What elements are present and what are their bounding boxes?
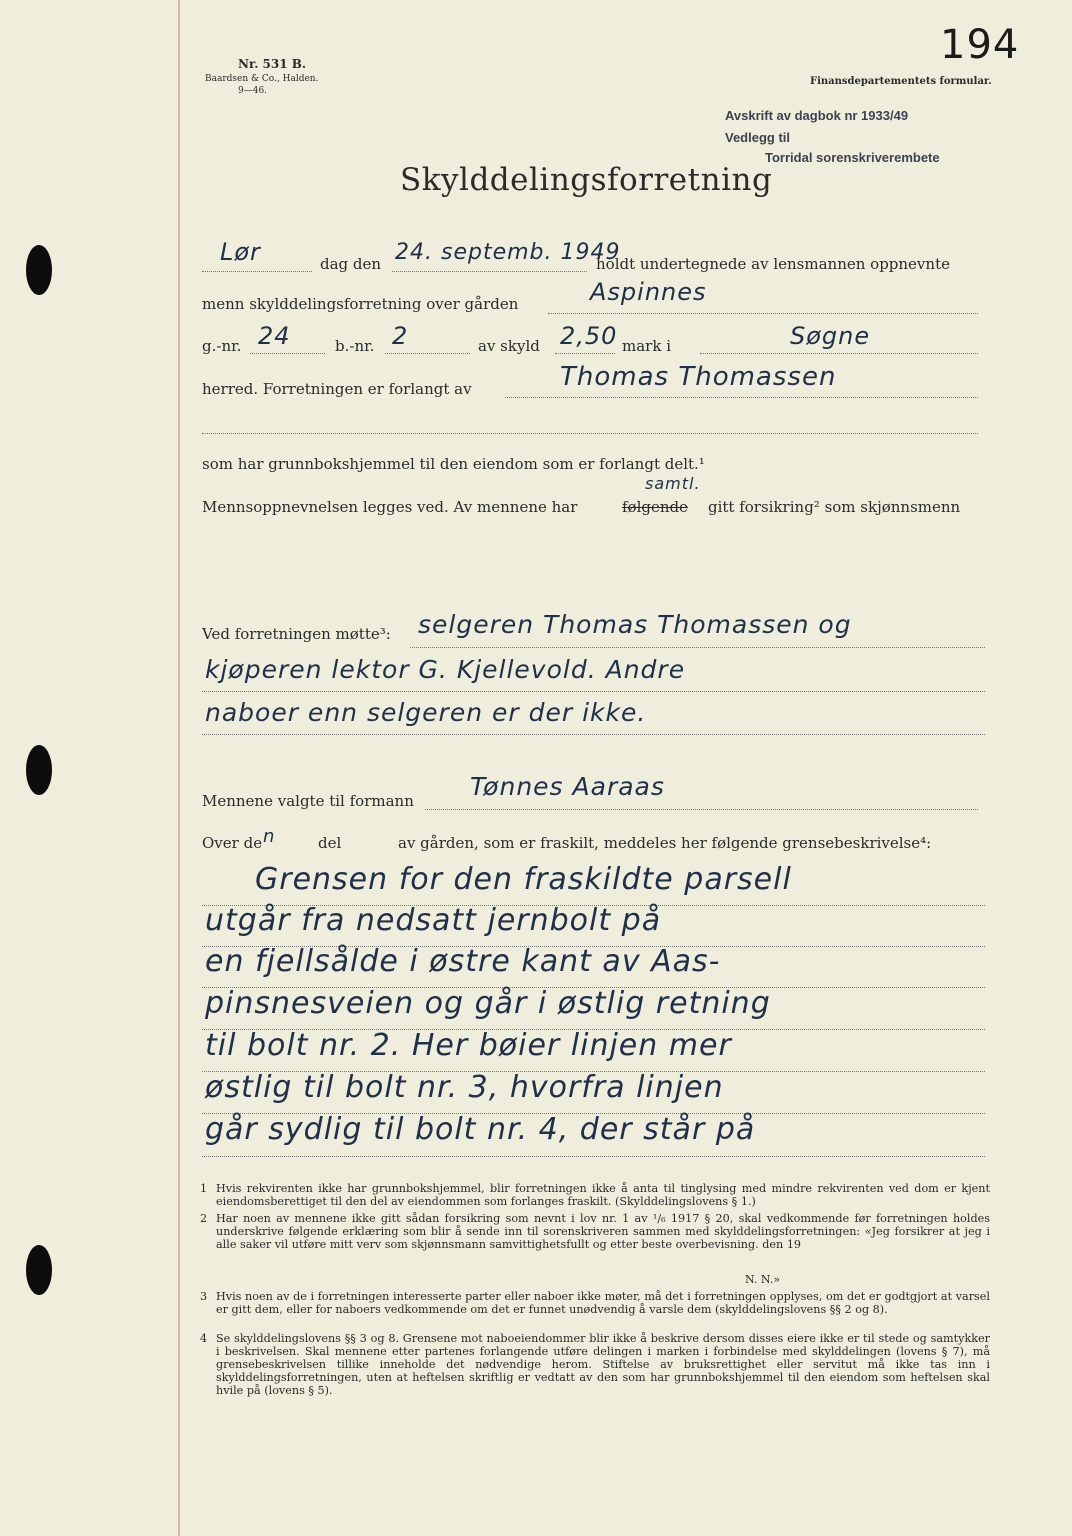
- gnr-label: g.-nr.: [202, 337, 242, 355]
- chairman-handwritten: Tønnes Aaraas: [470, 772, 665, 801]
- footnote: [200, 1212, 990, 1251]
- punch-hole: [26, 245, 52, 295]
- date-handwritten: 24. septemb. 1949: [395, 240, 621, 265]
- fill-line: [700, 352, 978, 354]
- footnote-number: 3: [200, 1290, 208, 1303]
- stamp-line: Avskrift av dagbok nr 1933/49: [725, 108, 909, 123]
- attendees-label: Ved forretningen møtte³:: [202, 625, 391, 643]
- boundary-line-handwritten: til bolt nr. 2. Her bøier linjen mer: [205, 1028, 732, 1063]
- footnote: [200, 1182, 990, 1208]
- punch-hole: [26, 745, 52, 795]
- bnr-label: b.-nr.: [335, 337, 375, 355]
- boundary-line-handwritten: utgår fra nedsatt jernbolt på: [205, 903, 662, 938]
- ministry-form-label: Finansdepartementets formular.: [810, 76, 992, 87]
- fill-line: [385, 352, 470, 354]
- attendees-handwritten: naboer enn selgeren er der ikke.: [205, 698, 647, 727]
- farm-name-handwritten: Aspinnes: [590, 278, 707, 306]
- signature-placeholder: N. N.»: [745, 1273, 781, 1286]
- fill-line: [505, 396, 978, 398]
- boundary-line-handwritten: en fjellsålde i østre kant av Aas-: [205, 944, 721, 979]
- attendees-handwritten: kjøperen lektor G. Kjellevold. Andre: [205, 655, 686, 684]
- attendees-handwritten: selgeren Thomas Thomassen og: [418, 610, 852, 639]
- gnr-handwritten: 24: [258, 322, 291, 350]
- row4-text: herred. Forretningen er forlangt av: [202, 380, 472, 398]
- footnote: [200, 1332, 990, 1397]
- footnote: [200, 1290, 990, 1316]
- weekday-handwritten: Lør: [220, 238, 261, 266]
- footnote-number: 2: [200, 1212, 208, 1225]
- page-number: 194: [940, 22, 1020, 68]
- chairman-label: Mennene valgte til formann: [202, 792, 414, 810]
- footnote-text: Se skylddelingslovens §§ 3 og 8. Grensene mot naboeiendommer blir ikke å beskrive dersom disses eiere ikke er til stede og samtykker i beskrivelsen. Skal mennene etter partenes forlangende utføre delingen i marken i forbindelse med skylddelingen (lovens § 7), må grensebeskrivelsen tillike inneholde det nødvendige herom. Stiftelse av bruksrettighet eller servitut må ikke tas inn i skylddelingsforretningen, uten at heftelsen skriftlig er vedtatt av den som har grunnbokshjemmel til den eiendom som heftelsen skal hvile på (lovens § 5).: [216, 1332, 990, 1397]
- stamp-line: Torridal sorenskriverembete: [765, 150, 940, 165]
- fill-line: [392, 270, 587, 272]
- boundary-line-handwritten: pinsnesveien og går i østlig retning: [205, 986, 771, 1021]
- label-dag-den: dag den: [320, 255, 382, 273]
- footnote-number: 4: [200, 1332, 208, 1345]
- municipality-handwritten: Søgne: [790, 322, 871, 350]
- skyld-handwritten: 2,50: [560, 322, 618, 350]
- boundary-line-handwritten: østlig til bolt nr. 3, hvorfra linjen: [205, 1070, 724, 1105]
- footnote-text: Hvis rekvirenten ikke har grunnbokshjemmel, blir forretningen ikke å anta til tinglysing med mindre rekvirenten ved dom er kjent eiendomsberettiget til den del av eiendommen som forlanges fraskilt. (Skylddelingslovens § 1.): [216, 1182, 990, 1208]
- inserted-word-handwritten: samtl.: [645, 474, 701, 493]
- fill-line: [548, 312, 978, 314]
- margin-rule: [178, 0, 180, 1536]
- fill-line: [555, 352, 615, 354]
- row9-text-a: Over de: [202, 834, 263, 852]
- printer-name: Baardsen & Co., Halden.: [205, 74, 319, 84]
- row9-text-c: av gården, som er fraskilt, meddeles her følgende grensebeskrivelse⁴:: [398, 834, 932, 852]
- fill-line: [425, 808, 978, 810]
- boundary-line-handwritten: går sydlig til bolt nr. 4, der står på: [205, 1112, 756, 1147]
- row6-text-b: gitt forsikring² som skjønnsmenn: [708, 498, 961, 516]
- footnote-text: Har noen av mennene ikke gitt sådan forsikring som nevnt i lov nr. 1 av ¹/₆ 1917 § 20, skal vedkommende før forretningen holdes underskrive følgende erklæring som blir å sende inn til sorenskriveren sammen med skylddelingsforretningen: «Jeg forsikrer at jeg i alle saker vil utføre mitt verv som skjønnsmann samvittighetsfullt og etter beste overbevisning. den 19: [216, 1212, 990, 1251]
- fill-line: [202, 733, 985, 735]
- fill-line: [410, 646, 985, 648]
- requester-handwritten: Thomas Thomassen: [560, 362, 837, 392]
- fill-line: [250, 352, 325, 354]
- fill-line: [202, 432, 978, 434]
- fill-line: [202, 1155, 985, 1157]
- n-handwritten: n: [263, 826, 276, 847]
- row2-text: menn skylddelingsforretning over gården: [202, 295, 519, 313]
- footnote-text: Hvis noen av de i forretningen interesserte parter eller naboer ikke møter, må det i forretningen opplyses, om det er godtgjort at varsel er gitt dem, eller for naboers vedkommende om det er funnet unødvendig å varsle dem (skylddelingslovens §§ 2 og 8).: [216, 1290, 990, 1316]
- struck-word: følgende: [622, 498, 688, 516]
- row1-text: holdt undertegnede av lensmannen oppnevnte: [596, 255, 950, 273]
- mark-label: mark i: [622, 337, 671, 355]
- footnote-number: 1: [200, 1182, 208, 1195]
- fill-line: [202, 270, 312, 272]
- document-title: Skylddelingsforretning: [400, 162, 773, 198]
- punch-hole: [26, 1245, 52, 1295]
- fill-line: [202, 690, 985, 692]
- boundary-line-handwritten: Grensen for den fraskildte parsell: [255, 862, 792, 897]
- row5-text: som har grunnbokshjemmel til den eiendom som er forlangt delt.¹: [202, 455, 705, 473]
- row9-text-b: del: [318, 834, 342, 852]
- row6-text-a: Mennsoppnevnelsen legges ved. Av mennene har: [202, 498, 578, 516]
- bnr-handwritten: 2: [392, 322, 409, 350]
- print-date: 9—46.: [238, 86, 268, 96]
- form-number: Nr. 531 B.: [238, 57, 307, 71]
- stamp-line: Vedlegg til: [725, 130, 791, 145]
- skyld-label: av skyld: [478, 337, 540, 355]
